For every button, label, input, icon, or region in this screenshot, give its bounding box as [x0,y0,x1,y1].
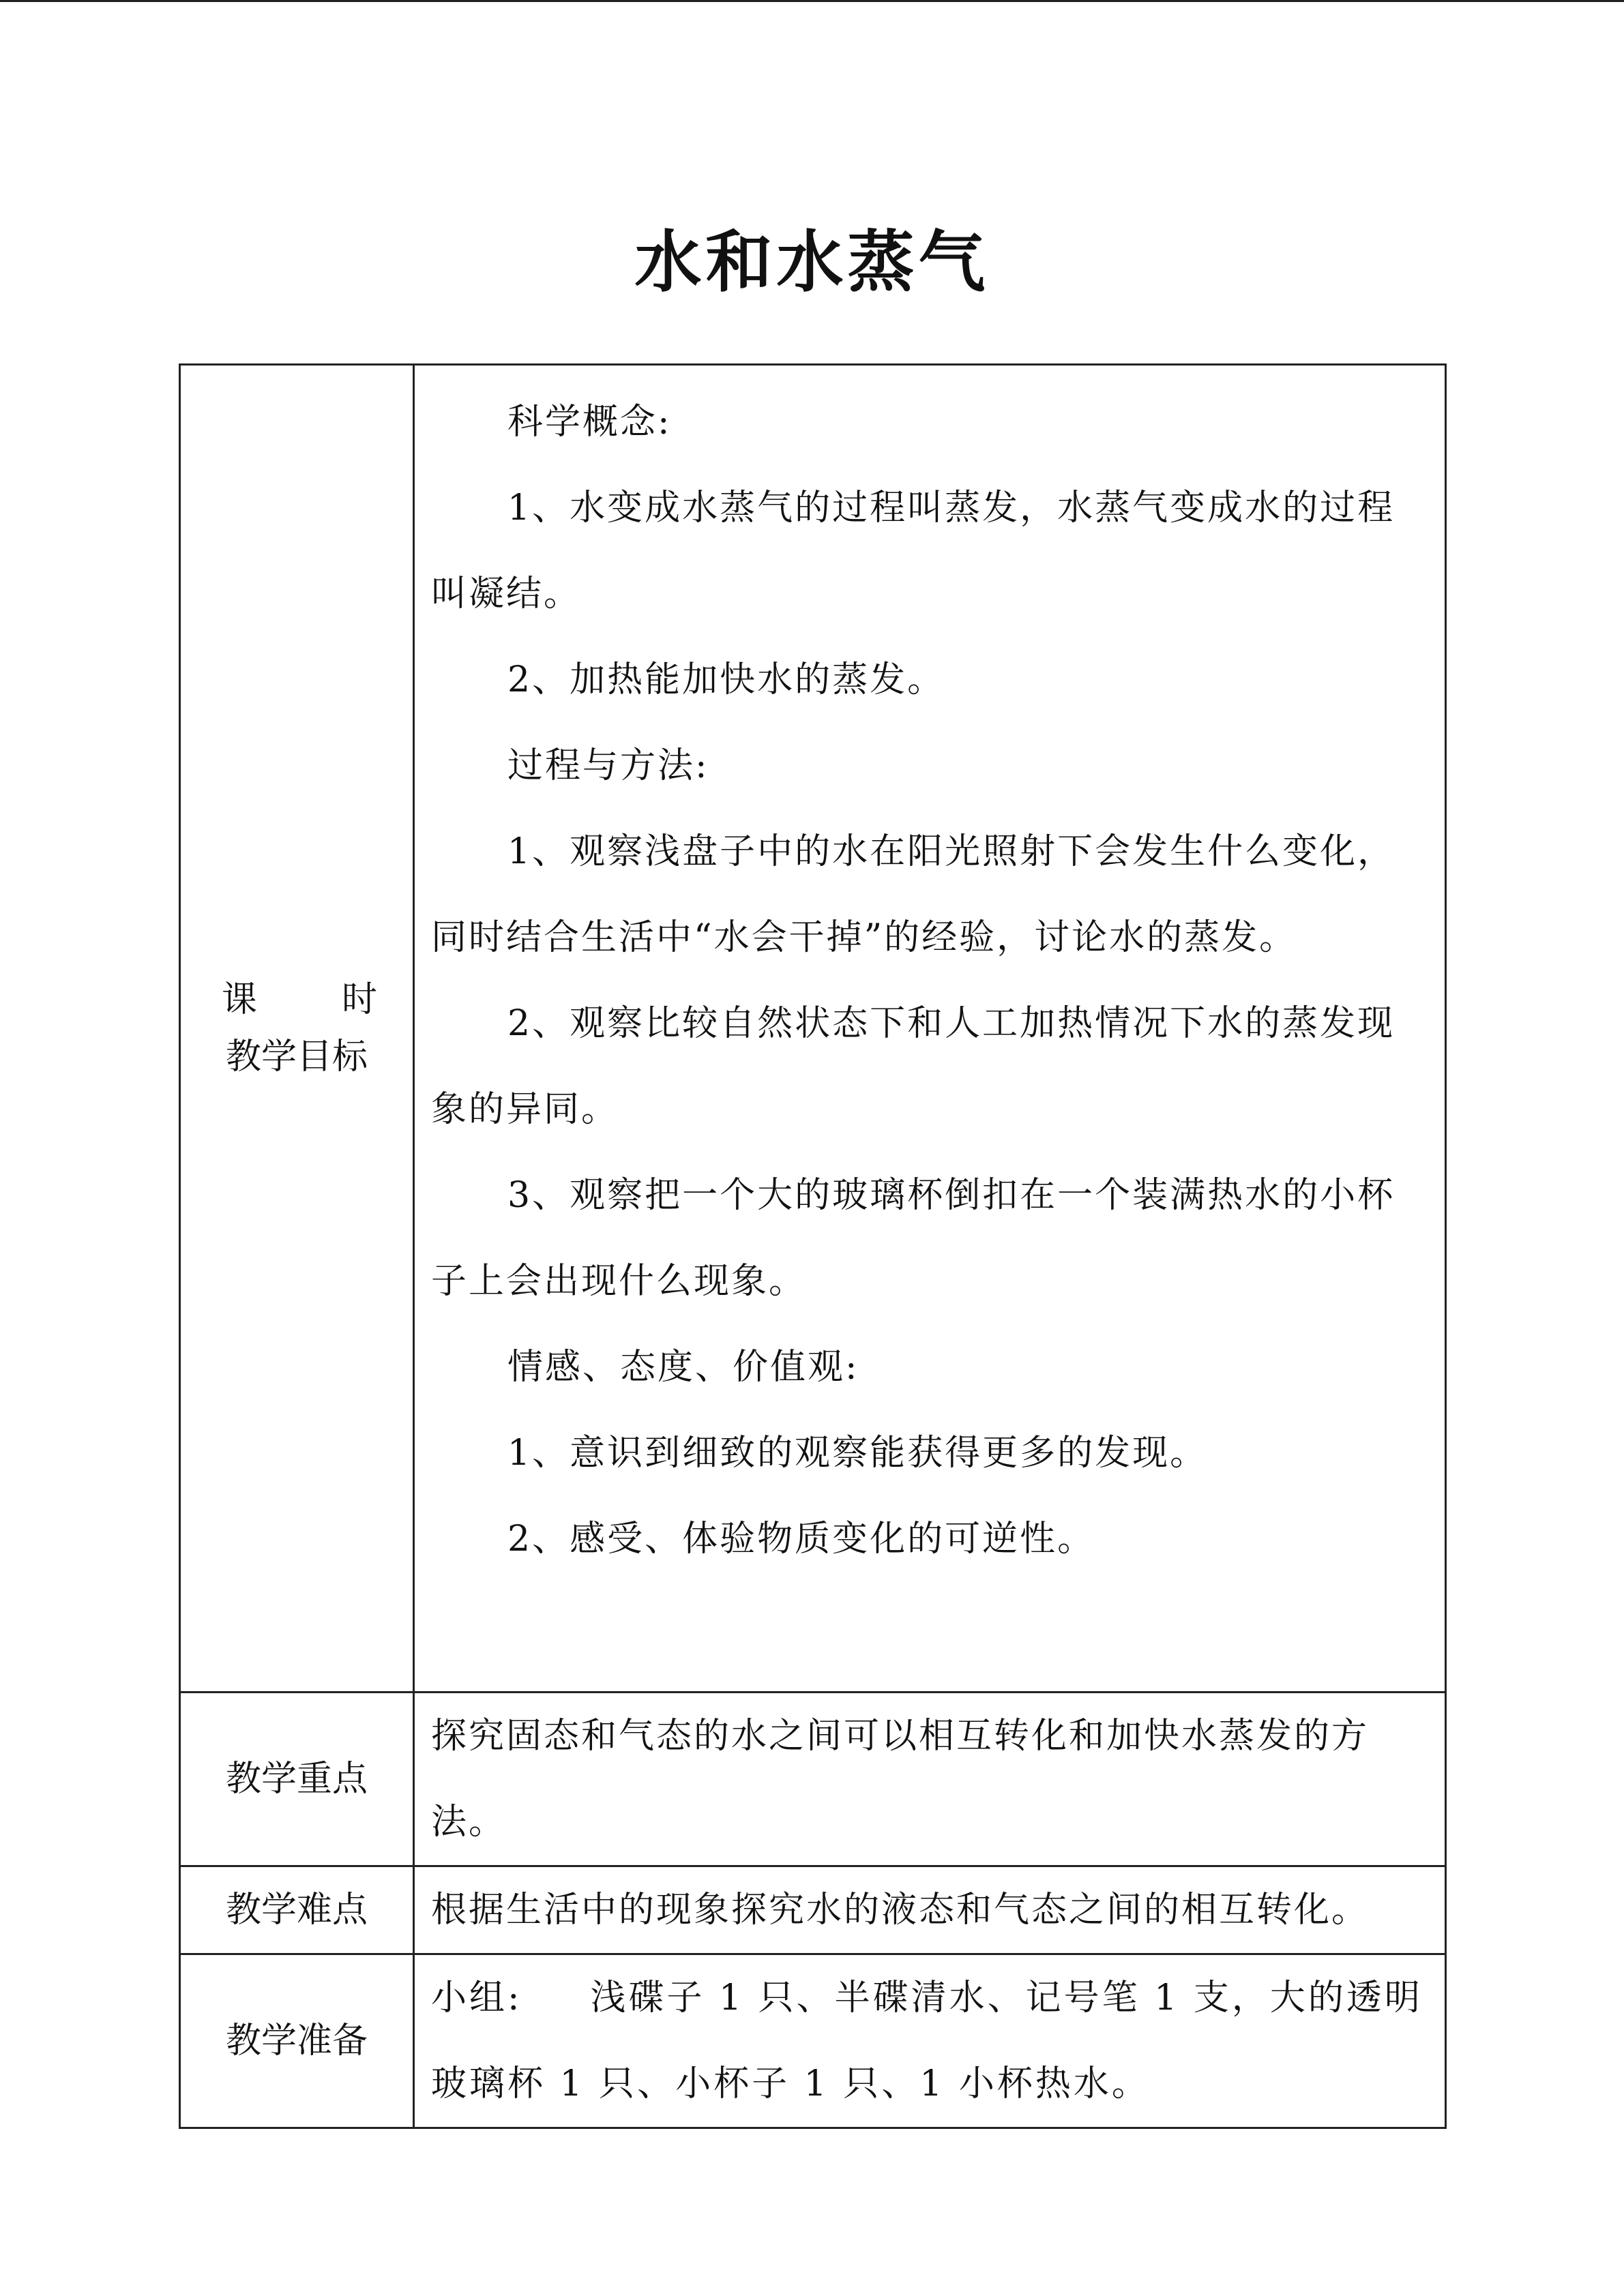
objective-item: 1、意识到细致的观察能获得更多的发现。 [507,1433,1208,1474]
preparation-text: 浅碟子 1 只、半碟清水、记号笔 1 支，大的透明玻璃杯 1 只、小杯子 1 只、1 小杯热水。 [431,1978,1423,2104]
table-row-focus [180,1693,1446,1866]
lesson-plan-table [179,363,1447,2129]
objective-item: 3、观察把一个大的玻璃杯倒扣在一个装满热水的小杯子上会出现什么现象。 [431,1175,1396,1302]
page-title: 水和水蒸气 [634,223,990,301]
objective-item: 1、观察浅盘子中的水在阳光照射下会发生什么变化，同时结合生活中“水会干掉”的经验，讨论水的蒸发。 [431,831,1396,958]
objective-heading-process-methods: 过程与方法: [507,745,709,786]
table-row-objectives [180,365,1446,1693]
difficulty-label-cell: 教学难点 [180,1866,414,1954]
objectives-label-line1: 课 时 [222,979,377,1020]
table-row-difficulty [180,1866,1446,1954]
focus-text: 探究固态和气态的水之间可以相互转化和加快水蒸发的方法。 [431,1716,1370,1843]
objective-item: 2、感受、体验物质变化的可逆性。 [507,1519,1095,1560]
objective-item: 1、水变成水蒸气的过程叫蒸发，水蒸气变成水的过程叫凝结。 [431,488,1396,614]
top-border-rule [0,0,1624,2]
objectives-content-cell [414,365,1446,1693]
objectives-text [431,366,1431,1691]
focus-label-cell: 教学重点 [180,1693,414,1866]
difficulty-text: 根据生活中的现象探究水的液态和气态之间的相互转化。 [431,1890,1370,1930]
objectives-label-cell [180,365,414,1693]
objective-item: 2、加热能加快水的蒸发。 [507,659,945,700]
focus-content-cell [414,1693,1446,1866]
preparation-content-cell [414,1954,1446,2128]
objective-item: 2、观察比较自然状态下和人工加热情况下水的蒸发现象的异同。 [431,1003,1396,1130]
table-row-preparation [180,1954,1446,2128]
preparation-text-block [431,1955,1431,2127]
preparation-prefix: 小组: [431,1978,522,2018]
objective-heading-attitudes-values: 情感、态度、价值观: [507,1347,859,1388]
objectives-label-line2: 教学目标 [225,1037,368,1077]
preparation-label-cell: 教学准备 [180,1954,414,2128]
objective-heading-science-concepts: 科学概念: [507,402,672,443]
difficulty-content-cell [414,1866,1446,1954]
